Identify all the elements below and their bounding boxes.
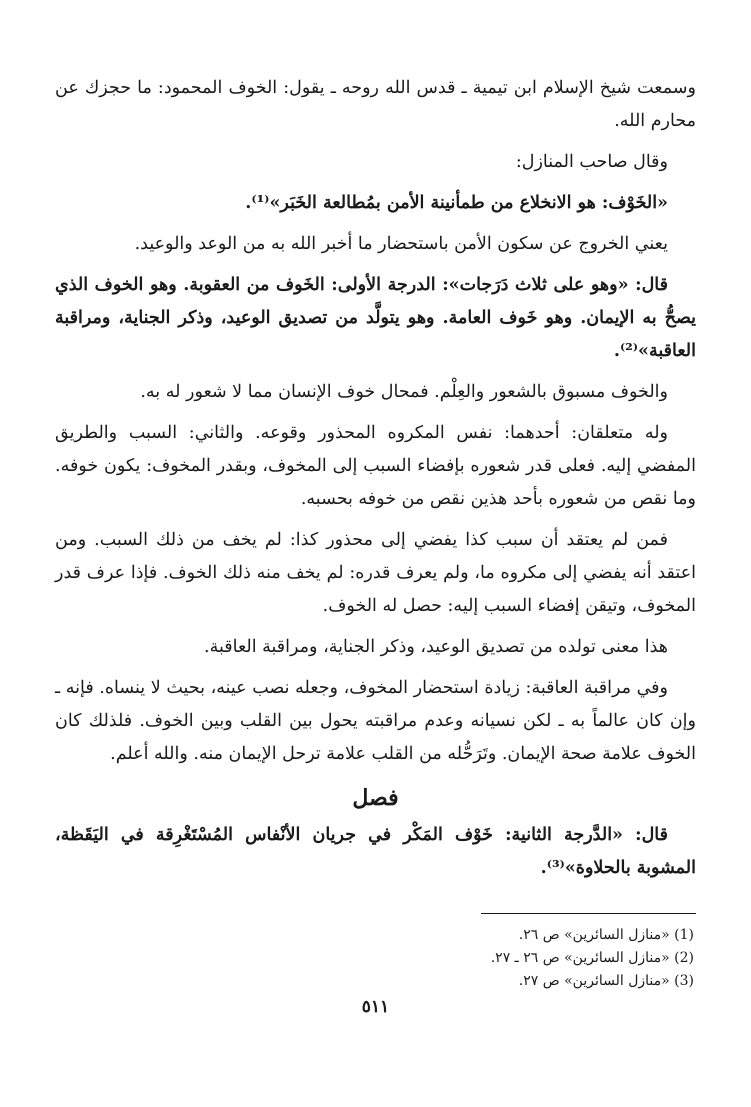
body-paragraph: هذا معنى تولده من تصديق الوعيد، وذكر الجناية، ومراقبة العاقبة. (204, 637, 668, 657)
section-heading: فصل (352, 785, 399, 811)
page-number: ٥١١ (361, 997, 390, 1017)
footnote: (2) «منازل السائرين» ص ٢٦ ـ ٢٧. (490, 950, 694, 966)
body-paragraph: وله متعلقان: أحدهما: نفس المكروه المحذور وقوعه. والثاني: السبب والطريق المفضي إليه. فعلى قدر شعوره بإفضاء السبب إلى المخوف، وبقدر المخوف: يكون خوفه. وما نقص من شعوره بأحد هذين نقص من خوفه بحسبه. (55, 423, 696, 509)
footnotes (55, 924, 696, 993)
body-paragraph: وقال صاحب المنازل: (515, 152, 668, 172)
body-paragraph: والخوف مسبوق بالشعور والعِلْم. فمحال خوف الإنسان مما لا شعور له به. (140, 382, 668, 402)
quoted-degree-two: قال: «الدَّرجة الثانية: خَوْف المَكْر في جريان الأنْفاس المُسْتَغْرِقة في اليَقَظة، المشوبة بالحلاوة»⁽³⁾. (55, 825, 696, 878)
body-paragraph: وسمعت شيخ الإسلام ابن تيمية ـ قدس الله روحه ـ يقول: الخوف المحمود: ما حجزك عن محارم الله. (55, 78, 696, 131)
body-paragraph: فمن لم يعتقد أن سبب كذا يفضي إلى محذور كذا: لم يخف من ذلك السبب. ومن اعتقد أنه يفضي إلى مكروه ما، ولم يعرف قدره: لم يخف منه ذلك الخوف. فإذا عرف قدر المخوف، وتيقن إفضاء السبب إليه: حصل له الخوف. (55, 530, 696, 616)
quoted-definition: «الخَوْف: هو الانخلاع من طمأنينة الأمن بمُطالعة الخَبَر»⁽¹⁾. (245, 193, 668, 213)
footnote: (1) «منازل السائرين» ص ٢٦. (518, 927, 694, 943)
footnote: (3) «منازل السائرين» ص ٢٧. (518, 973, 694, 989)
body-paragraph: وفي مراقبة العاقبة: زيادة استحضار المخوف، وجعله نصب عينه، بحيث لا ينساه. فإنه ـ وإن كان عالماً به ـ لكن نسيانه وعدم مراقبته يحول بين القلب وبين الخوف. فلذلك كان الخوف علامة صحة الإيمان. وتَرَحُّله من القلب علامة ترحل الإيمان منه. والله أعلم. (55, 678, 696, 764)
quoted-degree-one: قال: «وهو على ثلاث دَرَجات»: الدرجة الأولى: الخَوف من العقوبة. وهو الخوف الذي يصحُّ به الإيمان. وهو خَوف العامة. وهو يتولَّد من تصديق الوعيد، وذكر الجناية، ومراقبة العاقبة»⁽²⁾. (55, 275, 696, 361)
footnote-divider (481, 913, 696, 914)
body-paragraph: يعني الخروج عن سكون الأمن باستحضار ما أخبر الله به من الوعد والوعيد. (134, 234, 668, 254)
